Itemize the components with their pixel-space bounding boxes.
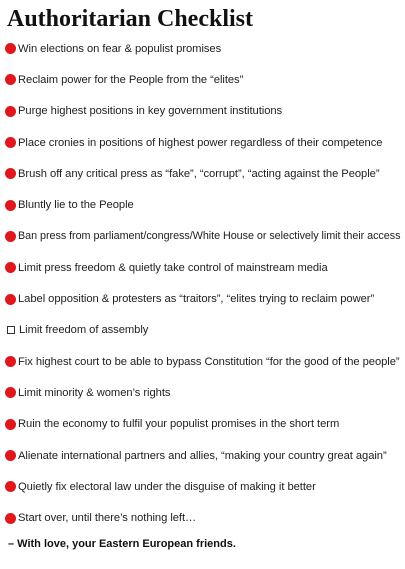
list-item	[0, 158, 405, 189]
list-item	[0, 252, 405, 283]
item-text: Ban press from parliament/congress/White House or selectively limit their access	[18, 230, 401, 243]
empty-checkbox-icon	[7, 326, 15, 334]
signoff-text: – With love, your Eastern European friends.	[8, 538, 236, 550]
list-item	[0, 189, 405, 220]
red-dot-icon	[5, 74, 16, 85]
item-text: Place cronies in positions of highest power regardless of their competence	[18, 136, 383, 149]
red-dot-icon	[5, 387, 16, 398]
red-dot-icon	[5, 450, 16, 461]
item-text: Bluntly lie to the People	[18, 199, 134, 212]
red-dot-icon	[5, 262, 16, 273]
red-dot-icon	[5, 106, 16, 117]
list-item	[0, 64, 405, 95]
red-dot-icon	[5, 513, 16, 524]
red-dot-icon	[5, 200, 16, 211]
red-dot-icon	[5, 168, 16, 179]
item-text: Purge highest positions in key government institutions	[18, 105, 283, 118]
checklist	[0, 33, 405, 534]
list-item	[0, 440, 405, 471]
list-item	[0, 221, 405, 252]
item-text: Ruin the economy to fulfil your populist promises in the short term	[18, 418, 340, 431]
item-text: Brush off any critical press as “fake”, “corrupt”, “acting against the People”	[18, 167, 380, 180]
list-item	[0, 127, 405, 158]
item-text: Limit freedom of assembly	[19, 324, 149, 337]
list-item	[0, 502, 405, 533]
list-item	[0, 377, 405, 408]
list-item	[0, 315, 405, 346]
list-item	[0, 471, 405, 502]
item-text: Start over, until there’s nothing left…	[18, 512, 197, 525]
red-dot-icon	[5, 137, 16, 148]
item-text: Limit minority & women’s rights	[18, 386, 171, 399]
item-text: Alienate international partners and allies, “making your country great again”	[18, 449, 387, 462]
item-text: Fix highest court to be able to bypass Constitution “for the good of the people”	[18, 355, 400, 368]
red-dot-icon	[5, 43, 16, 54]
list-item	[0, 33, 405, 64]
item-text: Quietly fix electoral law under the disguise of making it better	[18, 480, 316, 493]
list-item	[0, 96, 405, 127]
red-dot-icon	[5, 294, 16, 305]
item-text: Win elections on fear & populist promises	[18, 42, 222, 55]
red-dot-icon	[5, 419, 16, 430]
item-text: Reclaim power for the People from the “elites”	[18, 73, 244, 86]
red-dot-icon	[5, 481, 16, 492]
list-item	[0, 409, 405, 440]
list-item	[0, 283, 405, 314]
list-item	[0, 346, 405, 377]
red-dot-icon	[5, 231, 16, 242]
page-title: Authoritarian Checklist	[7, 6, 253, 32]
item-text: Label opposition & protesters as “traitors”, “elites trying to reclaim power”	[18, 293, 375, 306]
item-text: Limit press freedom & quietly take control of mainstream media	[18, 261, 328, 274]
red-dot-icon	[5, 356, 16, 367]
